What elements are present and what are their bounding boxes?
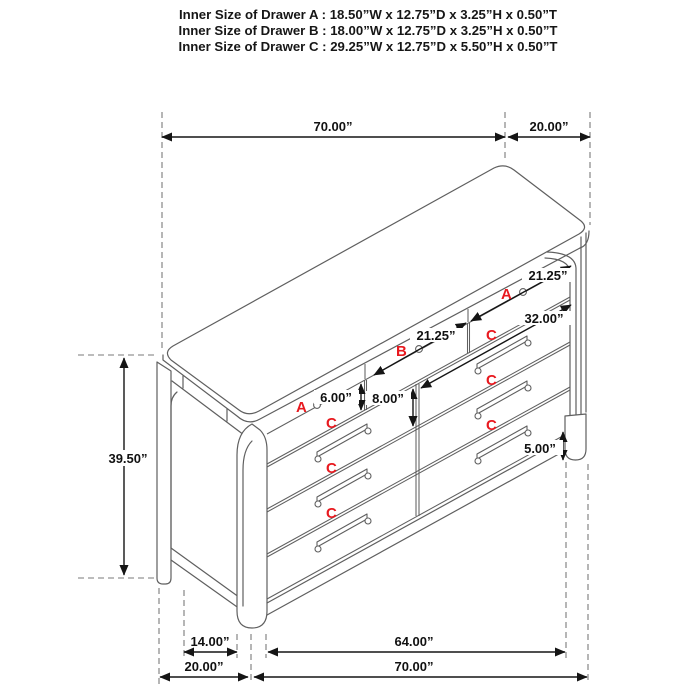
back-left-leg <box>157 362 171 584</box>
front-left-leg <box>237 424 267 628</box>
dim-drawer-c-width-label: 32.00” <box>524 311 564 326</box>
drawer-handles <box>315 336 531 552</box>
drawer-label-c1-left: C <box>326 415 337 432</box>
drawer-label-c1-right: C <box>486 327 497 344</box>
note-drawer-c: Inner Size of Drawer C : 29.25”W x 12.75”D x 5.50”H x 0.50”T <box>178 39 558 54</box>
dim-base-depth-label: 20.00” <box>184 659 224 674</box>
drawer-label-c3-right: C <box>486 417 497 434</box>
drawer-label-b: B <box>396 343 407 360</box>
dim-top-drawer-height-label: 6.00” <box>320 390 352 405</box>
dim-base-width-label: 70.00” <box>394 659 434 674</box>
dim-drawer-b-width-label: 21.25” <box>416 328 456 343</box>
dim-leg-spacing-label: 14.00” <box>190 634 230 649</box>
drawer-label-c2-right: C <box>486 372 497 389</box>
dim-drawer-a-width-label: 21.25” <box>528 268 568 283</box>
drawer-label-a-left: A <box>296 399 307 416</box>
drawer-label-c3-left: C <box>326 505 337 522</box>
note-drawer-b: Inner Size of Drawer B : 18.00”W x 12.75”D x 3.25”H x 0.50”T <box>178 23 558 38</box>
front-right-leg <box>565 414 586 460</box>
dim-top-depth-label: 20.00” <box>529 119 569 134</box>
dim-c-drawer-height-label: 8.00” <box>372 391 404 406</box>
side-bottom-rail <box>171 548 243 609</box>
drawer-label-a-right: A <box>501 286 512 303</box>
dim-top-width-label: 70.00” <box>313 119 353 134</box>
dim-height-label: 39.50” <box>108 451 148 466</box>
drawer-label-c2-left: C <box>326 460 337 477</box>
dim-inner-width-label: 64.00” <box>394 634 434 649</box>
dim-leg-clearance-label: 5.00” <box>524 441 556 456</box>
note-drawer-a: Inner Size of Drawer A : 18.50”W x 12.75”D x 3.25”H x 0.50”T <box>179 7 557 22</box>
